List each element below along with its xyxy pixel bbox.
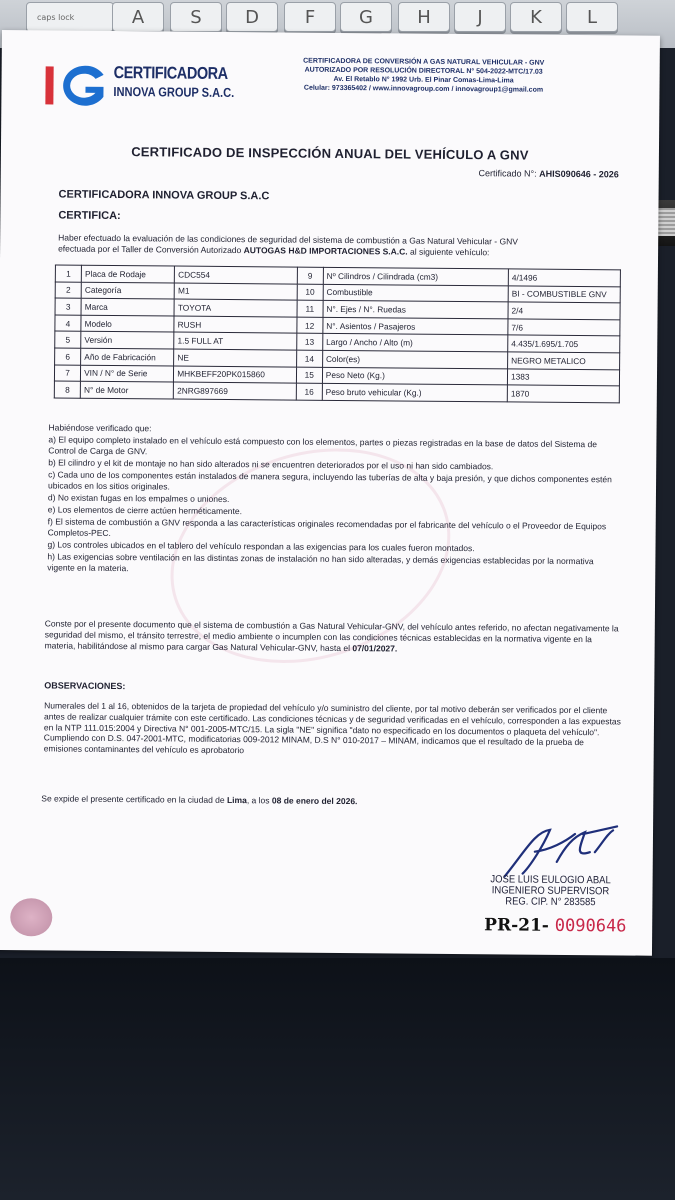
- field-value: 1383: [507, 368, 619, 386]
- certificate-number-label: Certificado N°:: [478, 168, 537, 179]
- intro-line: Haber efectuado la evaluación de las condiciones de seguridad del sistema de combustión a Gas Natural Vehicular - GNV: [58, 232, 518, 247]
- document-title: CERTIFICADO DE INSPECCIÓN ANUAL DEL VEHÍCULO A GNV: [131, 144, 529, 163]
- row-number: 2: [55, 282, 81, 299]
- field-label: Año de Fabricación: [81, 348, 174, 365]
- form-number-value: 0090646: [554, 915, 627, 937]
- row-number: 14: [296, 350, 322, 367]
- field-label: Versión: [81, 332, 174, 349]
- ig-logo-icon: [43, 60, 109, 109]
- header-line: Celular: 973365402 / www.innovagroup.com / innovagroup1@gmail.com: [303, 84, 544, 94]
- key: J: [454, 2, 506, 32]
- verification-item: d) No existan fugas en los empalmes o uniones.: [47, 492, 230, 504]
- field-label: Peso Neto (Kg.): [322, 367, 507, 385]
- field-value: NE: [174, 349, 297, 367]
- field-value: 2/4: [508, 302, 620, 320]
- field-value: 4.435/1.695/1.705: [508, 335, 620, 353]
- field-label: Modelo: [81, 315, 174, 332]
- header-line: Av. El Retablo N° 1992 Urb. El Pinar Comas-Lima-Lima: [333, 75, 514, 85]
- row-number: 11: [297, 300, 323, 317]
- row-number: 8: [54, 381, 80, 398]
- field-value: CDC554: [175, 266, 298, 284]
- intro-text: [58, 232, 618, 259]
- row-number: 15: [296, 367, 322, 384]
- workshop-name: AUTOGAS H&D IMPORTACIONES S.A.C.: [243, 245, 408, 257]
- observaciones-paragraph: Cumpliendo con D.S. 047-2001-MTC, modificatorias 009-2012 MINAM, D.S N° 010-2017 – MINAM, indicamos que el resultado de la prueba de emisiones contaminantes del vehículo es aprobatorio: [43, 732, 584, 756]
- header-line: CERTIFICADORA DE CONVERSIÓN A GAS NATURAL VEHICULAR - GNV: [303, 57, 545, 67]
- verification-item: e) Los elementos de cierre actúen herméticamente.: [47, 504, 243, 517]
- header-info: [273, 56, 573, 95]
- field-value: 2NRG897669: [174, 382, 297, 400]
- row-number: 5: [55, 331, 81, 348]
- verification-item: g) Los controles ubicados en el tablero del vehículo respondan a las exigencias para los cuales fueron montados.: [47, 539, 475, 554]
- company-logo: [43, 60, 235, 109]
- row-number: 4: [55, 315, 81, 332]
- verification-heading: Habiéndose verificado que:: [48, 422, 152, 434]
- field-value: MHKBEFF20PK015860: [174, 366, 297, 384]
- row-number: 1: [55, 265, 81, 282]
- key: L: [566, 2, 618, 32]
- row-number: 3: [55, 298, 81, 315]
- signer-name: JOSE LUIS EULOGIO ABAL: [490, 873, 611, 887]
- issue-text: Se expide el presente certificado en la ciudad de: [41, 793, 225, 805]
- signer-block: [477, 874, 625, 908]
- field-value: BI - COMBUSTIBLE GNV: [508, 286, 620, 304]
- form-number: [484, 915, 626, 936]
- signer-role: INGENIERO SUPERVISOR: [491, 884, 610, 898]
- row-number: 7: [54, 365, 80, 382]
- row-number: 6: [55, 348, 81, 365]
- company-name: CERTIFICADORA INNOVA GROUP S.A.C: [58, 188, 270, 203]
- field-value: NEGRO METALICO: [508, 352, 620, 370]
- field-value: 4/1496: [508, 269, 620, 287]
- verification-item: a) El equipo completo instalado en el vehículo está compuesto con los elementos, partes o piezas registradas en la base de datos del Sistema de Control de Carga de GNV.: [48, 434, 598, 457]
- row-number: 10: [297, 284, 323, 301]
- intro-line: efectuada por el Taller de Conversión Autorizado: [58, 243, 242, 256]
- conste-paragraph: [45, 618, 621, 655]
- observaciones-section: [44, 700, 622, 759]
- field-label: Marca: [81, 298, 174, 315]
- key: D: [226, 2, 278, 32]
- field-label: N°. Ejes / N°. Ruedas: [323, 300, 508, 318]
- form-number-prefix: PR-21-: [484, 915, 549, 936]
- field-value: 7/6: [508, 319, 620, 337]
- field-value: RUSH: [174, 316, 297, 334]
- key: F: [284, 2, 336, 32]
- field-label: Categoría: [81, 282, 174, 299]
- issue-city: Lima: [226, 794, 247, 806]
- row-number: 9: [297, 267, 323, 284]
- field-label: Peso bruto vehicular (Kg.): [322, 383, 507, 401]
- header-line: AUTORIZADO POR RESOLUCIÓN DIRECTORAL N° 504-2022-MTC/17.03: [304, 66, 543, 76]
- row-number: 12: [297, 317, 323, 334]
- brand-name: CERTIFICADORA: [113, 62, 228, 83]
- field-value: 1870: [507, 385, 619, 403]
- field-value: 1.5 FULL AT: [174, 332, 297, 350]
- intro-line: al siguiente vehículo:: [410, 246, 490, 258]
- verification-item: c) Cada uno de los componentes están instalados de manera segura, incluyendo las tuberías de alta y baja presión, y que dichos componentes estén ubicados en los sitios originales.: [47, 469, 612, 492]
- issue-date: 08 de enero del 2026.: [271, 795, 358, 807]
- issue-text: , a los: [246, 795, 270, 806]
- field-label: Color(es): [322, 350, 507, 368]
- verification-section: [47, 422, 620, 579]
- certifica-heading: CERTIFICA:: [58, 209, 121, 223]
- key: G: [340, 2, 392, 32]
- field-label: Nº Cilindros / Cilindrada (cm3): [323, 267, 508, 285]
- row-number: 13: [296, 333, 322, 350]
- observaciones-paragraph: Numerales del 1 al 16, obtenidos de la tarjeta de propiedad del vehículo y/o suministro del cliente, por tal motivo deberán ser verificados por el cliente antes de realizar cualquier trámite con este certificado. Las condiciones técnicas y de seguridad verificadas en el vehículo, corresponden a las expuestas en la NTP 111.015:2004 y Directiva N° 001-2005-MTC/15. La sigla "NE" significa "dato no especificado en los documentos o plaqueta del vehículo".: [43, 700, 621, 737]
- verification-item: f) El sistema de combustión a GNV responda a las características originales recomendadas por el fabricante del vehículo o el Proveedor de Equipos Completos-PEC.: [47, 516, 607, 538]
- key: S: [170, 2, 222, 32]
- conste-text: Conste por el presente documento que el sistema de combustión a Gas Natural Vehicular-GNV, del vehículo antes referido, no afectan negativamente la seguridad del mismo, el tránsito terrestre, el medio ambiente o incumplen con las condiciones técnicas establecidas en la normativa vigente en la materia, habilitándose al mismo para cargar Gas Natural Vehicular-GNV, hasta el: [44, 618, 619, 653]
- field-label: N°. Asientos / Pasajeros: [323, 317, 508, 335]
- key: H: [398, 2, 450, 32]
- signer-registration: REG. CIP. N° 283585: [505, 895, 596, 909]
- field-label: VIN / N° de Serie: [81, 365, 174, 382]
- observaciones-heading: OBSERVACIONES:: [44, 680, 126, 692]
- seal-stamp: [10, 898, 52, 936]
- vehicle-data-table: [54, 264, 621, 403]
- certificate-page: [0, 30, 660, 956]
- caps-lock-key: caps lock: [26, 2, 114, 32]
- field-value: TOYOTA: [174, 299, 297, 317]
- certificate-number-value: AHIS090646 - 2026: [539, 168, 619, 180]
- key: K: [510, 2, 562, 32]
- field-label: Combustible: [323, 284, 508, 302]
- certificate-number: [479, 168, 619, 179]
- key: A: [112, 2, 164, 32]
- verification-item: h) Las exigencias sobre ventilación en las distintas zonas de instalación no han sido alteradas, y demás exigencias establecidas por la normativa vigente en la materia.: [47, 551, 594, 574]
- field-label: Largo / Ancho / Alto (m): [323, 334, 508, 352]
- field-label: N° de Motor: [80, 381, 173, 398]
- valid-until-date: 07/01/2027.: [352, 642, 398, 654]
- issue-statement: [41, 793, 357, 806]
- field-label: Placa de Rodaje: [81, 265, 174, 282]
- dark-background: [0, 958, 675, 1200]
- table-row: [54, 381, 619, 403]
- verification-item: b) El cilindro y el kit de montaje no han sido alterados ni se encuentren deteriorados por el uso ni han sido cambiados.: [48, 457, 494, 472]
- row-number: 16: [296, 383, 322, 400]
- field-value: M1: [174, 283, 297, 301]
- brand-subname: INNOVA GROUP S.A.C.: [113, 83, 235, 101]
